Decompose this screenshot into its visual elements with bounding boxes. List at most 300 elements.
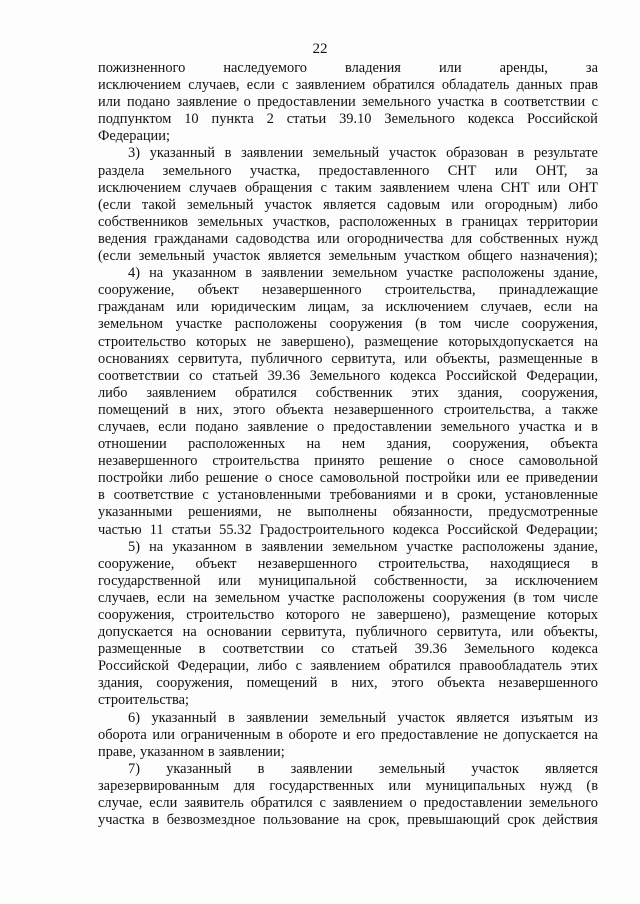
word: установленными bbox=[217, 487, 321, 504]
word: или bbox=[537, 179, 561, 196]
word: за bbox=[585, 60, 598, 76]
word: требованиями bbox=[329, 487, 417, 504]
word: участка bbox=[518, 418, 566, 435]
word: в bbox=[207, 743, 215, 760]
word: строительства, bbox=[378, 555, 469, 572]
word: действия bbox=[542, 812, 598, 829]
word: или bbox=[494, 162, 518, 179]
word: территории bbox=[527, 213, 598, 230]
text-line bbox=[98, 675, 598, 692]
word: заявлением bbox=[146, 384, 217, 401]
word: том bbox=[439, 316, 462, 333]
text-line bbox=[98, 180, 598, 197]
word: 10 bbox=[184, 111, 199, 128]
word: объекты, bbox=[435, 350, 491, 367]
word: приведении bbox=[525, 470, 598, 487]
word: или bbox=[477, 470, 500, 487]
word: с bbox=[320, 179, 327, 196]
word: в bbox=[441, 487, 449, 504]
word: на bbox=[583, 333, 598, 350]
word: завершено), bbox=[377, 607, 451, 623]
word: в bbox=[179, 401, 186, 418]
word: соответствие bbox=[113, 487, 194, 504]
word: зарезервированным bbox=[98, 777, 220, 794]
word: сервитута, bbox=[331, 350, 396, 367]
word: которых bbox=[196, 333, 247, 350]
word: объекта bbox=[275, 401, 324, 418]
text-line bbox=[98, 812, 598, 829]
word: обратился bbox=[372, 77, 435, 94]
word: данных bbox=[516, 77, 563, 94]
word: допускается bbox=[503, 726, 579, 743]
word: сервитута, bbox=[436, 624, 502, 641]
word: предоставлении bbox=[257, 94, 356, 111]
word: обладатель bbox=[441, 77, 510, 94]
word: 7) bbox=[128, 760, 140, 777]
word: из bbox=[584, 709, 598, 726]
word: сооружения bbox=[432, 589, 506, 606]
word: или bbox=[176, 299, 199, 316]
word: или bbox=[511, 624, 534, 641]
word: ее bbox=[506, 470, 520, 487]
word: участок bbox=[397, 709, 446, 726]
word: собственник bbox=[315, 384, 393, 401]
word: Российской bbox=[98, 658, 169, 675]
word: частью bbox=[98, 521, 142, 538]
word: гражданам bbox=[98, 299, 165, 316]
word: которого bbox=[285, 607, 340, 623]
word: указанном bbox=[172, 538, 237, 555]
word: объекта bbox=[437, 675, 485, 692]
word: находящиеся bbox=[490, 555, 571, 572]
word: числе bbox=[473, 316, 509, 333]
word: участка bbox=[98, 812, 145, 829]
word: размещенные bbox=[498, 350, 583, 367]
word: или bbox=[388, 777, 412, 794]
word: нужд bbox=[565, 230, 598, 247]
word: собственности, bbox=[373, 572, 468, 589]
word: лицам, bbox=[307, 299, 350, 316]
word: или bbox=[438, 60, 462, 76]
word: или bbox=[98, 94, 121, 111]
word: участок bbox=[388, 145, 437, 162]
word: Российской bbox=[445, 367, 517, 384]
word: срок bbox=[507, 812, 536, 829]
text-line bbox=[98, 795, 598, 812]
word: объекта bbox=[550, 436, 598, 453]
word: 5) bbox=[128, 538, 140, 555]
word: здание, bbox=[553, 265, 598, 282]
word: здания, bbox=[98, 675, 143, 692]
word: обращения bbox=[244, 179, 313, 196]
word: принадлежащие bbox=[498, 282, 598, 299]
word: заявлением bbox=[332, 795, 403, 812]
word: участков, bbox=[272, 213, 330, 230]
word: 4) bbox=[128, 265, 140, 282]
word: участке bbox=[406, 265, 453, 282]
word: решениями, bbox=[188, 504, 262, 521]
word: либо bbox=[98, 384, 128, 401]
word: основаниях bbox=[98, 350, 170, 367]
word: принято bbox=[314, 453, 365, 470]
text-line bbox=[98, 744, 598, 761]
word: правообладатель bbox=[459, 658, 562, 675]
word: указанный bbox=[151, 709, 217, 726]
word: предоставленного bbox=[318, 162, 430, 179]
word: или bbox=[218, 572, 241, 589]
word: статьи bbox=[286, 111, 327, 128]
word: или bbox=[404, 350, 427, 367]
text-line bbox=[98, 607, 598, 624]
word: ведения bbox=[98, 230, 147, 247]
text-line bbox=[98, 692, 598, 709]
word: соответствии bbox=[98, 367, 180, 384]
word: ограниченным bbox=[180, 726, 271, 743]
word: в bbox=[228, 709, 235, 726]
word: является bbox=[323, 196, 376, 213]
word: расположены bbox=[342, 589, 425, 606]
word: помещений bbox=[98, 401, 169, 418]
word: сооружения bbox=[329, 316, 403, 333]
word: участок bbox=[264, 196, 312, 213]
word: 39.36 bbox=[414, 641, 447, 658]
word: числе bbox=[563, 589, 598, 606]
word: заявлении bbox=[261, 538, 324, 555]
word: либо bbox=[568, 196, 598, 213]
text-line bbox=[98, 214, 598, 231]
word: на bbox=[346, 812, 361, 829]
word: не bbox=[483, 726, 498, 743]
word: СНТ bbox=[500, 179, 530, 196]
word: участка, bbox=[249, 162, 301, 179]
word: незавершенного bbox=[257, 555, 358, 572]
text-line bbox=[98, 60, 598, 77]
word: (если bbox=[98, 196, 131, 213]
word: пожизненного bbox=[98, 60, 186, 76]
word: сооружения, bbox=[156, 675, 233, 692]
word: случаев, bbox=[480, 299, 532, 316]
word: расположены bbox=[462, 265, 545, 282]
word: Земельного bbox=[384, 111, 455, 128]
word: или bbox=[152, 726, 175, 743]
word: исключением bbox=[514, 572, 598, 589]
word: кодекса bbox=[467, 111, 515, 128]
word: заявлением bbox=[310, 658, 381, 675]
word: на bbox=[583, 299, 598, 316]
word: случаев, bbox=[188, 77, 240, 94]
word: заявлении bbox=[246, 709, 309, 726]
text-line bbox=[98, 368, 598, 385]
word: заявитель bbox=[184, 795, 244, 812]
word: указанном bbox=[172, 265, 237, 282]
word: них, bbox=[196, 401, 223, 418]
word: со bbox=[320, 641, 335, 658]
word: самовольной bbox=[319, 470, 400, 487]
word: если bbox=[543, 299, 572, 316]
word: в bbox=[224, 145, 232, 162]
text-line bbox=[98, 334, 598, 351]
word: заявлении bbox=[261, 265, 324, 282]
word: случае, bbox=[98, 795, 143, 812]
word: 3) bbox=[128, 145, 140, 162]
word: статьи bbox=[171, 521, 212, 538]
word: назначения); bbox=[520, 248, 598, 265]
text-line bbox=[98, 778, 598, 795]
word: не bbox=[277, 504, 292, 521]
text-line bbox=[98, 145, 598, 162]
word: участком bbox=[404, 248, 460, 265]
word: самовольной bbox=[518, 453, 598, 470]
text-line bbox=[98, 248, 598, 265]
text-line bbox=[98, 624, 598, 641]
word: земельного bbox=[440, 418, 510, 435]
word: превышающий bbox=[407, 812, 500, 829]
word: кодекса bbox=[392, 521, 439, 538]
word: не bbox=[351, 607, 366, 623]
word: на bbox=[193, 589, 208, 606]
word: участок bbox=[212, 248, 261, 265]
word: земельных bbox=[197, 213, 264, 230]
word: 2 bbox=[266, 111, 274, 128]
word: указанный bbox=[149, 145, 215, 162]
word: муниципальных bbox=[425, 777, 526, 794]
word: сооружения, bbox=[521, 316, 598, 333]
word: обратился bbox=[250, 795, 313, 812]
text-line bbox=[98, 436, 598, 453]
word: и bbox=[574, 418, 583, 435]
text-line bbox=[98, 385, 598, 402]
word: для bbox=[450, 230, 473, 247]
word: сооружение, bbox=[98, 282, 175, 299]
word: расположенных bbox=[188, 436, 286, 453]
word: Российской bbox=[446, 521, 518, 538]
word: том bbox=[533, 589, 556, 606]
word: нужд bbox=[539, 777, 572, 794]
word: в bbox=[591, 418, 598, 435]
word: строительства bbox=[212, 453, 300, 470]
word: земельный bbox=[187, 196, 254, 213]
word: 39.36 bbox=[267, 367, 301, 384]
word: огородным) bbox=[484, 196, 558, 213]
word: решение bbox=[379, 453, 433, 470]
word: сооружения, bbox=[452, 436, 529, 453]
word: на bbox=[306, 436, 321, 453]
word: исключением bbox=[98, 77, 181, 94]
text-line bbox=[98, 231, 598, 248]
text-line bbox=[98, 539, 598, 556]
word: отношении bbox=[98, 436, 167, 453]
word: указанный bbox=[166, 760, 232, 777]
word: не bbox=[256, 333, 271, 350]
word: объект bbox=[195, 555, 237, 572]
word: в bbox=[152, 812, 160, 829]
word: заявлением bbox=[379, 179, 450, 196]
word: заявление bbox=[176, 94, 238, 111]
word: установленные bbox=[504, 487, 598, 504]
word: (в bbox=[415, 316, 427, 333]
word: а bbox=[545, 401, 552, 418]
word: публичного bbox=[251, 350, 323, 367]
word: на bbox=[149, 538, 164, 555]
word: с bbox=[295, 658, 302, 675]
word: публичного bbox=[355, 624, 428, 641]
word: с bbox=[319, 795, 326, 812]
word: земельный bbox=[312, 145, 380, 162]
word: земельном bbox=[332, 265, 398, 282]
text-line bbox=[98, 94, 598, 111]
word: срок, bbox=[368, 812, 400, 829]
word: сносе bbox=[278, 470, 314, 487]
word: в bbox=[591, 555, 598, 572]
word: сооружение, bbox=[98, 555, 175, 572]
word: исключением bbox=[98, 179, 181, 196]
word: является bbox=[456, 709, 510, 726]
word: либо bbox=[257, 658, 288, 675]
word: на bbox=[182, 624, 197, 641]
word: заявлении bbox=[290, 760, 353, 777]
word: основании bbox=[206, 624, 272, 641]
word: Земельного bbox=[464, 641, 535, 658]
word: здания, bbox=[386, 436, 432, 453]
word: за bbox=[485, 572, 498, 589]
word: сооружения, bbox=[521, 384, 598, 401]
word: со bbox=[188, 367, 203, 384]
word: Российской bbox=[526, 111, 598, 128]
word: таким bbox=[335, 179, 372, 196]
word: с bbox=[591, 94, 598, 111]
word: границах bbox=[461, 213, 518, 230]
text-line bbox=[98, 163, 598, 180]
word: его bbox=[356, 726, 376, 743]
text-line bbox=[98, 453, 598, 470]
word: безвозмездное bbox=[166, 812, 256, 829]
word: за bbox=[585, 162, 598, 179]
word: сроки, bbox=[457, 487, 497, 504]
word: в bbox=[445, 213, 453, 230]
word: случаев bbox=[189, 179, 237, 196]
word: в bbox=[517, 145, 525, 162]
word: соответствии bbox=[503, 94, 586, 111]
word: (в bbox=[586, 777, 598, 794]
word: Федерации; bbox=[98, 128, 170, 145]
word: образован bbox=[446, 145, 508, 162]
word: незавершенного bbox=[98, 453, 198, 470]
page-number: 22 bbox=[312, 41, 328, 57]
word: нем bbox=[341, 436, 366, 453]
word: если bbox=[246, 77, 275, 94]
word: помещений bbox=[246, 675, 318, 692]
word: пользование bbox=[262, 812, 339, 829]
word: решение bbox=[205, 470, 259, 487]
word: земельного bbox=[162, 162, 232, 179]
word: случаев, bbox=[98, 418, 150, 435]
word: в bbox=[98, 487, 105, 504]
text-line bbox=[98, 419, 598, 436]
word: заявление bbox=[247, 418, 308, 435]
word: земельном bbox=[215, 589, 281, 606]
word: раздела bbox=[98, 162, 145, 179]
word: земельным bbox=[328, 248, 397, 265]
word: незавершенного bbox=[262, 282, 362, 299]
word: земельный bbox=[319, 709, 387, 726]
word: выполнены bbox=[307, 504, 377, 521]
word: подпунктом bbox=[98, 111, 172, 128]
text-line bbox=[98, 504, 598, 521]
word: ОНТ, bbox=[535, 162, 568, 179]
text-line bbox=[98, 556, 598, 573]
word: сносе bbox=[469, 453, 504, 470]
word: за bbox=[361, 299, 374, 316]
word: о bbox=[409, 795, 417, 812]
word: 39.10 bbox=[339, 111, 372, 128]
text-line bbox=[98, 590, 598, 607]
text-line bbox=[98, 761, 598, 778]
word: строительства, bbox=[443, 401, 535, 418]
word: которыхдопускается bbox=[448, 333, 574, 350]
word: в bbox=[245, 265, 253, 282]
word: размещенные bbox=[98, 641, 182, 658]
text-line bbox=[98, 573, 598, 590]
word: заявлении; bbox=[218, 743, 285, 760]
word: земельный bbox=[138, 248, 205, 265]
word: кодекса bbox=[551, 641, 598, 658]
word: такой bbox=[141, 196, 176, 213]
word: и bbox=[424, 487, 433, 504]
word: гражданами bbox=[154, 230, 229, 247]
word: прав bbox=[569, 77, 598, 94]
word: случаев, bbox=[98, 589, 150, 606]
word: праве, bbox=[98, 743, 136, 760]
word: которых bbox=[547, 607, 598, 623]
text-line bbox=[98, 710, 598, 727]
word: оборота bbox=[98, 726, 147, 743]
word: или bbox=[451, 196, 474, 213]
word: юридическим bbox=[210, 299, 296, 316]
word: (если bbox=[98, 248, 131, 265]
word: владения bbox=[345, 60, 401, 76]
word: строительства, bbox=[384, 282, 476, 299]
word: обратился bbox=[388, 658, 451, 675]
word: участок bbox=[471, 760, 519, 777]
word: в bbox=[257, 760, 265, 777]
word: либо bbox=[169, 470, 199, 487]
word: строительство bbox=[186, 607, 275, 623]
word: участке bbox=[406, 538, 453, 555]
word: сооружения, bbox=[98, 607, 175, 623]
word: результате bbox=[533, 145, 598, 162]
word: соответствии bbox=[222, 641, 304, 658]
word: с bbox=[281, 77, 289, 94]
word: пункта bbox=[211, 111, 254, 128]
word: является bbox=[545, 760, 598, 777]
word: о bbox=[243, 94, 251, 111]
word: строительство bbox=[98, 333, 186, 350]
word: или bbox=[317, 230, 340, 247]
word: незавершенного bbox=[333, 401, 434, 418]
word: участке bbox=[175, 316, 223, 333]
word: исключением bbox=[385, 299, 469, 316]
word: Земельного bbox=[309, 367, 381, 384]
word: земельного bbox=[362, 94, 432, 111]
text-line bbox=[98, 128, 598, 145]
word: в bbox=[490, 94, 498, 111]
word: незавершенного bbox=[498, 675, 598, 692]
text-line bbox=[98, 351, 598, 368]
word: постройки bbox=[98, 470, 163, 487]
text-line bbox=[98, 77, 598, 94]
word: размещение bbox=[364, 333, 439, 350]
word: постройки bbox=[405, 470, 471, 487]
